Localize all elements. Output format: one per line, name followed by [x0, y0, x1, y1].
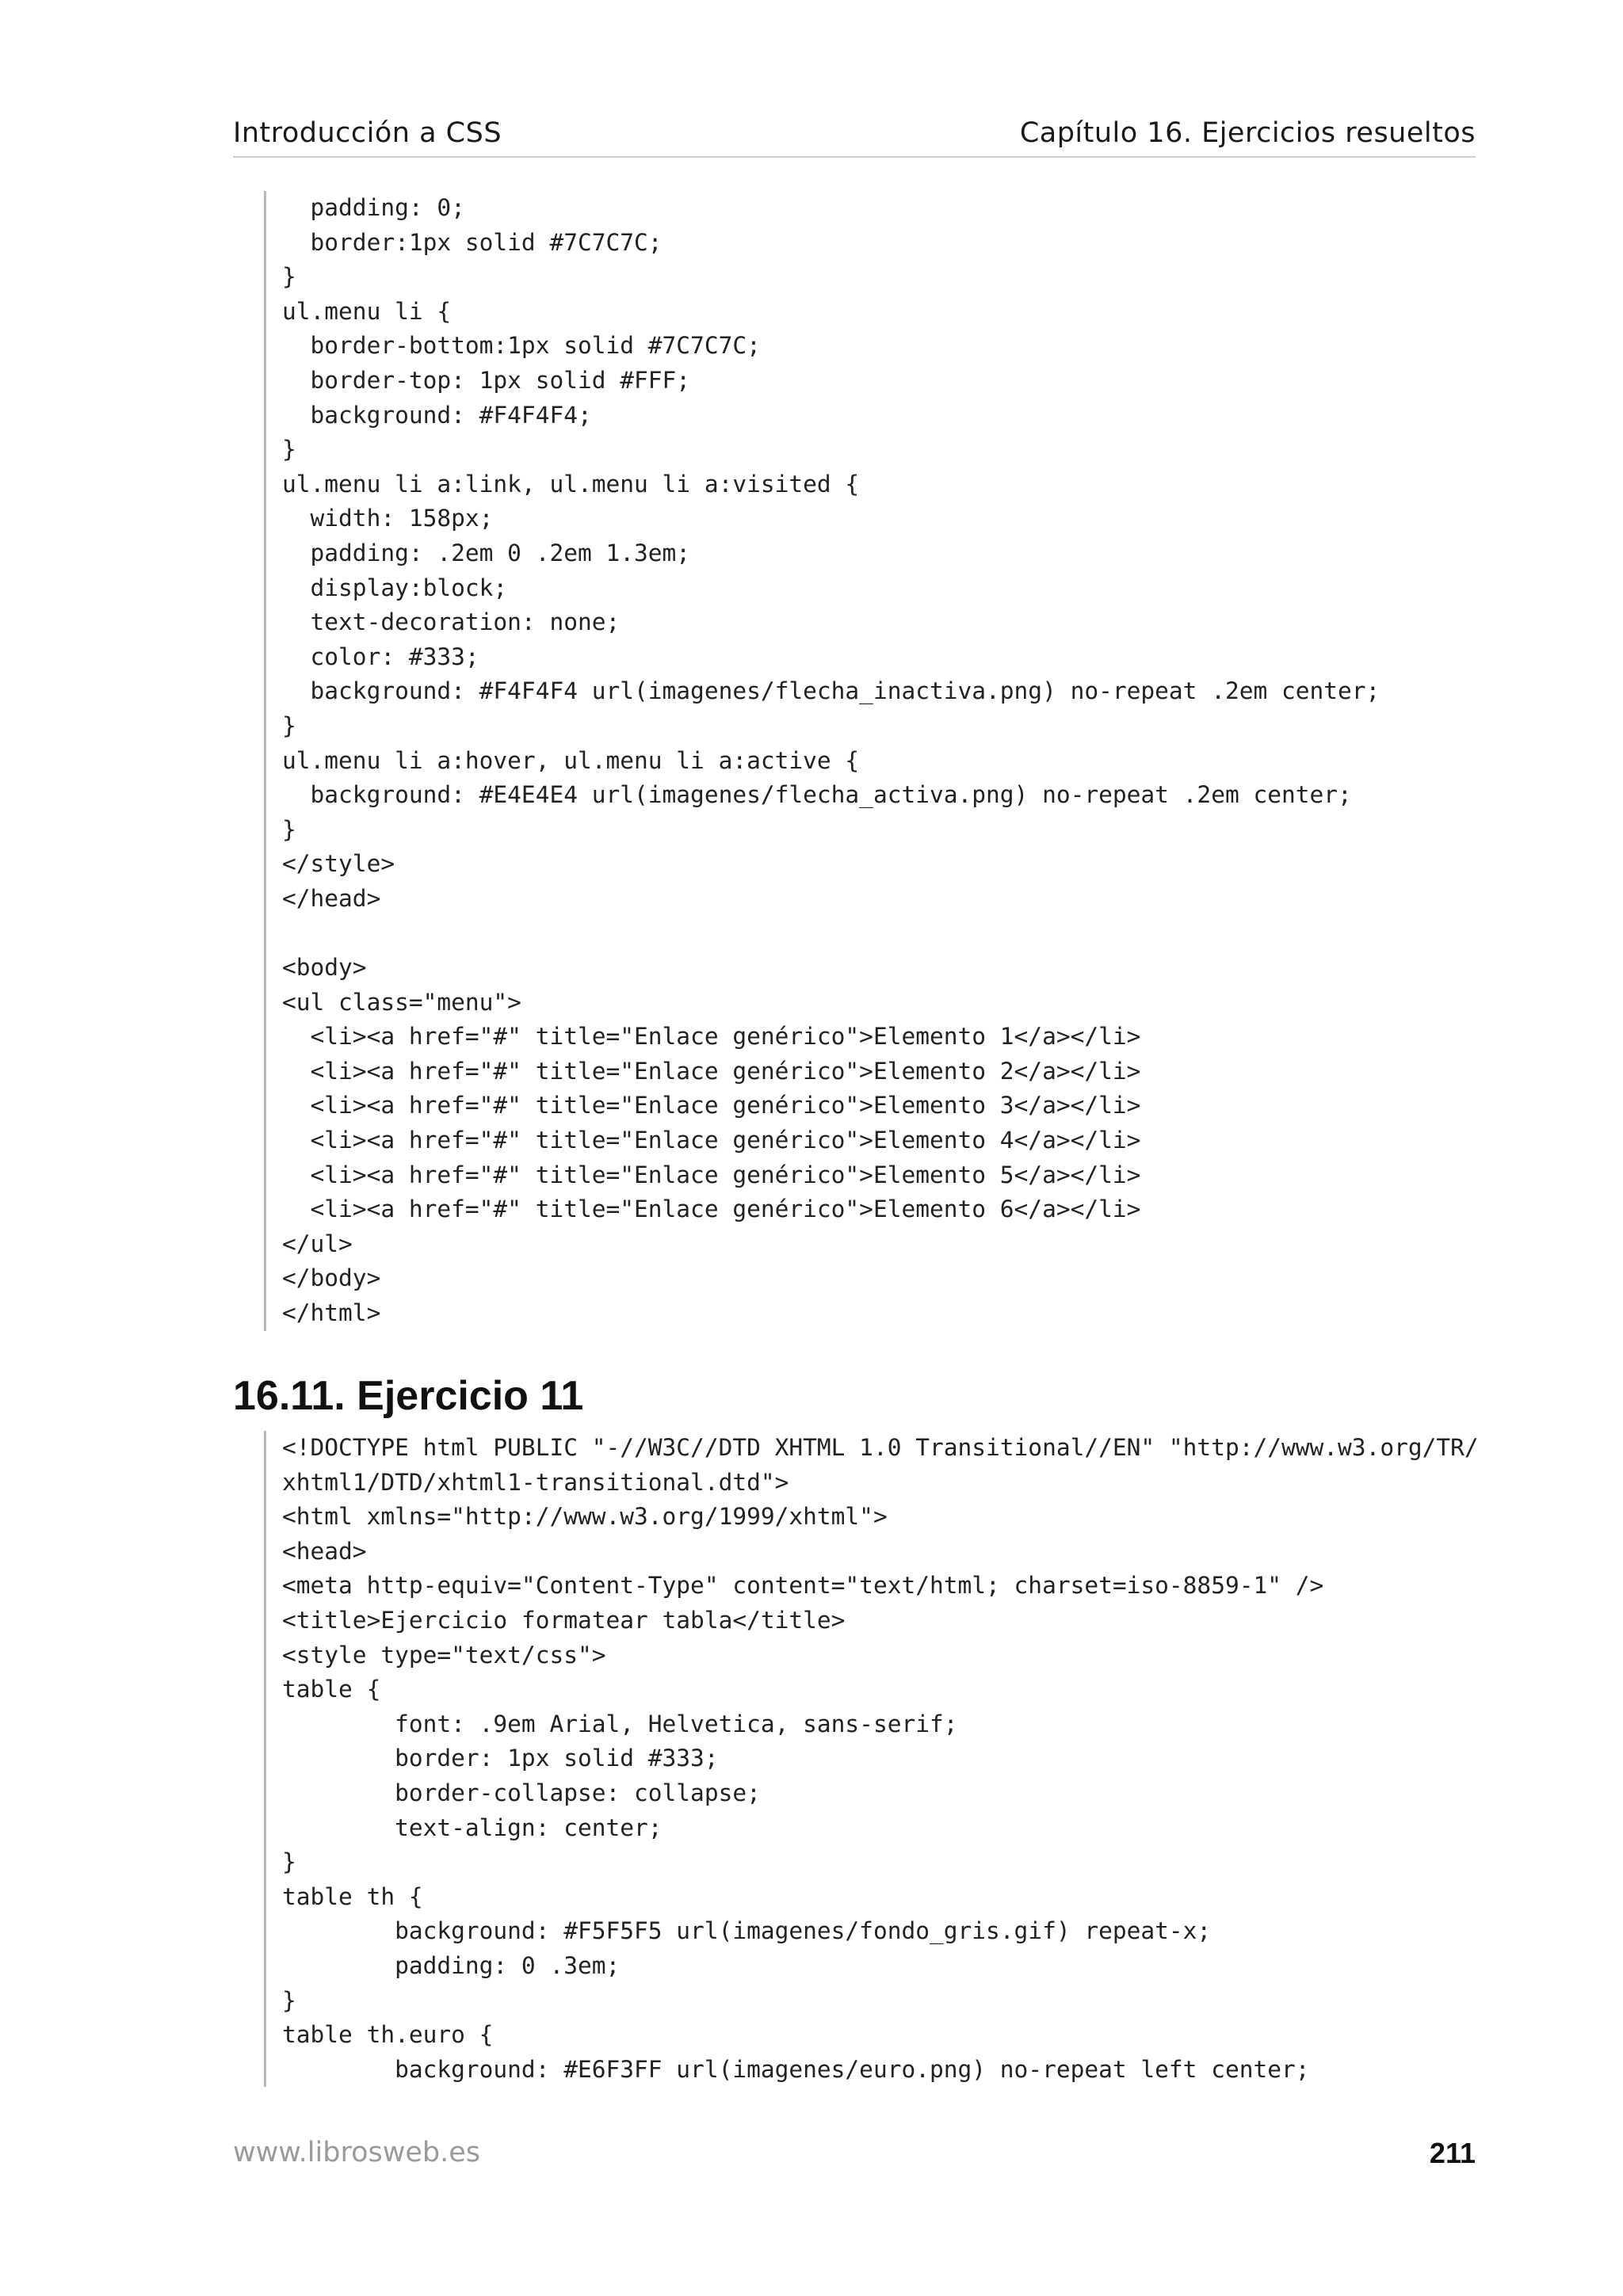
code-line: }	[282, 1848, 296, 1876]
code-line: <li><a href="#" title="Enlace genérico">Elemento 4</a></li>	[282, 1127, 1141, 1154]
code-line: <body>	[282, 954, 367, 982]
code-line: <style type="text/css">	[282, 1641, 606, 1669]
code-line: }	[282, 263, 296, 291]
code-line: </style>	[282, 850, 395, 878]
code-line: </head>	[282, 884, 381, 912]
code-line: }	[282, 436, 296, 463]
code-line: padding: .2em 0 .2em 1.3em;	[282, 539, 691, 566]
code-line: ul.menu li a:link, ul.menu li a:visited {	[282, 470, 860, 498]
code-line: border:1px solid #7C7C7C;	[282, 228, 663, 256]
code-line: <li><a href="#" title="Enlace genérico">Elemento 3</a></li>	[282, 1092, 1141, 1119]
code-line: }	[282, 815, 296, 843]
code-line: border: 1px solid #333;	[282, 1745, 719, 1772]
running-header-book-title: Introducción a CSS	[233, 117, 502, 149]
code-line: <html xmlns="http://www.w3.org/1999/xhtml">	[282, 1503, 888, 1531]
code-line: padding: 0;	[282, 194, 465, 221]
code-line	[282, 916, 1380, 951]
code-line: text-decoration: none;	[282, 608, 621, 636]
code-line: ul.menu li a:hover, ul.menu li a:active {	[282, 746, 860, 774]
code-listing-exercise-11	[264, 1431, 1479, 2087]
code-line: <meta http-equiv="Content-Type" content="text/html; charset=iso-8859-1" />	[282, 1572, 1324, 1600]
code-line: background: #F5F5F5 url(imagenes/fondo_gris.gif) repeat-x;	[282, 1917, 1212, 1945]
section-heading: 16.11. Ejercicio 11	[233, 1373, 584, 1419]
footer-site-url: www.librosweb.es	[233, 2137, 480, 2168]
code-line: <li><a href="#" title="Enlace genérico">Elemento 1</a></li>	[282, 1023, 1141, 1051]
header-divider	[233, 156, 1476, 158]
code-line: </html>	[282, 1299, 381, 1326]
code-line: display:block;	[282, 574, 508, 601]
page-number: 211	[1429, 2137, 1476, 2169]
code-line: background: #F4F4F4;	[282, 401, 592, 429]
code-line: table th.euro {	[282, 2021, 494, 2049]
code-line: <li><a href="#" title="Enlace genérico">Elemento 6</a></li>	[282, 1196, 1141, 1223]
code-line: <head>	[282, 1537, 367, 1565]
code-line: border-top: 1px solid #FFF;	[282, 366, 691, 394]
code-line: <li><a href="#" title="Enlace genérico">Elemento 2</a></li>	[282, 1057, 1141, 1085]
code-line: </body>	[282, 1264, 381, 1292]
code-line: background: #F4F4F4 url(imagenes/flecha_inactiva.png) no-repeat .2em center;	[282, 677, 1381, 705]
code-line: font: .9em Arial, Helvetica, sans-serif;	[282, 1710, 958, 1737]
code-line: table {	[282, 1676, 381, 1703]
code-line: <!DOCTYPE html PUBLIC "-//W3C//DTD XHTML 1.0 Transitional//EN" "http://www.w3.org/TR/	[282, 1434, 1479, 1461]
code-line: xhtml1/DTD/xhtml1-transitional.dtd">	[282, 1468, 789, 1496]
code-line: table th {	[282, 1882, 423, 1910]
running-header-chapter-title: Capítulo 16. Ejercicios resueltos	[1019, 117, 1476, 149]
code-line: text-align: center;	[282, 1814, 663, 1841]
code-line: ul.menu li {	[282, 297, 452, 325]
code-line: color: #333;	[282, 643, 479, 670]
code-listing-continued	[264, 191, 1380, 1331]
code-line: }	[282, 711, 296, 739]
code-line: border-collapse: collapse;	[282, 1779, 761, 1806]
code-line: background: #E4E4E4 url(imagenes/flecha_activa.png) no-repeat .2em center;	[282, 781, 1352, 809]
code-line: <ul class="menu">	[282, 988, 521, 1016]
code-line: background: #E6F3FF url(imagenes/euro.png) no-repeat left center;	[282, 2055, 1310, 2083]
code-line: <title>Ejercicio formatear tabla</title>	[282, 1606, 846, 1634]
code-line: }	[282, 1986, 296, 2014]
code-line: </ul>	[282, 1230, 353, 1257]
code-line: width: 158px;	[282, 505, 494, 532]
code-line: border-bottom:1px solid #7C7C7C;	[282, 332, 761, 360]
code-line: padding: 0 .3em;	[282, 1951, 621, 1979]
code-line: <li><a href="#" title="Enlace genérico">Elemento 5</a></li>	[282, 1161, 1141, 1188]
